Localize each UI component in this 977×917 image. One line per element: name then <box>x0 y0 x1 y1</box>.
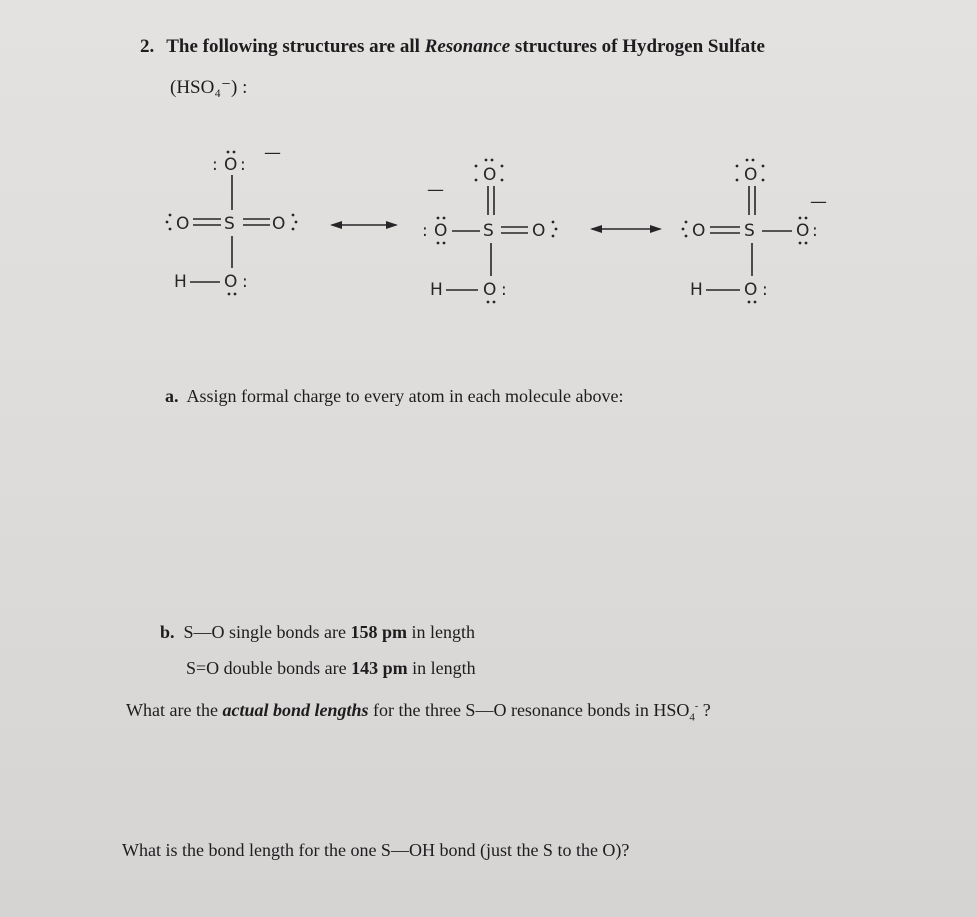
q-actual-middle: for the three S—O resonance bonds in HSO <box>368 700 690 720</box>
charge-minus: — <box>264 143 281 163</box>
atom-o-left: O <box>176 214 190 234</box>
single-bond-suffix: in length <box>407 622 476 642</box>
title-italic: Resonance <box>424 36 511 57</box>
atom-h: H <box>690 280 703 300</box>
atom-o-bottom: O <box>483 280 497 300</box>
atom-o-left: O <box>692 221 706 241</box>
atom-s: S <box>483 221 494 241</box>
q-actual-emphasis: actual bond lengths <box>222 700 369 720</box>
atom-o-bottom: O <box>744 280 758 300</box>
charge-minus: — <box>427 180 444 200</box>
double-bond-suffix: in length <box>407 658 476 678</box>
question-formula: (HSO₄⁻) : <box>170 77 248 98</box>
double-bond-length: 143 pm <box>351 658 408 678</box>
atom-h: H <box>430 280 443 300</box>
atom-o-top: O <box>744 165 758 185</box>
atom-o-top: O <box>224 155 238 175</box>
part-b-letter: b. <box>160 622 175 642</box>
atom-o-top: O <box>483 165 497 185</box>
part-a-letter: a. <box>165 386 179 406</box>
atom-h: H <box>174 272 187 292</box>
q-actual-subscript: 4 <box>689 711 695 724</box>
lone-pair: : <box>762 280 768 300</box>
atom-o-bottom: O <box>224 272 238 292</box>
atom-o-left: O <box>434 221 448 241</box>
atom-o-right: O <box>532 221 546 241</box>
structure-2 <box>422 159 557 304</box>
atom-o-right: O <box>272 214 286 234</box>
question-s-oh-bond: What is the bond length for the one S—OH bond (just the S to the O)? <box>122 840 630 860</box>
part-a <box>165 386 624 407</box>
part-b-line2 <box>186 658 476 679</box>
part-a-text: Assign formal charge to every atom in each molecule above: <box>186 386 624 406</box>
question-number: 2. <box>140 36 155 57</box>
structure-3 <box>682 159 827 304</box>
q-actual-superscript: - <box>694 701 699 712</box>
lone-pair: : <box>212 155 218 175</box>
single-bond-text: S—O single bonds are <box>183 622 351 642</box>
title-prefix: The following structures are all <box>166 36 425 57</box>
q-actual-suffix: ? <box>698 700 711 720</box>
atom-s: S <box>744 221 755 241</box>
lone-pair: : <box>240 155 246 175</box>
structure-1 <box>166 143 298 295</box>
double-bond-text: S=O double bonds are <box>186 658 352 678</box>
atom-s: S <box>224 214 235 234</box>
title-suffix: structures of Hydrogen Sulfate <box>510 36 765 57</box>
single-bond-length: 158 pm <box>350 622 408 642</box>
q-actual-prefix: What are the <box>126 700 223 720</box>
resonance-arrow-1 <box>330 221 398 229</box>
charge-minus: — <box>810 192 827 212</box>
lone-pair: : <box>812 221 818 241</box>
question-actual-bond-lengths <box>126 700 711 724</box>
part-b-line1 <box>160 622 475 643</box>
atom-o-right: O <box>796 221 810 241</box>
lone-pair: : <box>501 280 507 300</box>
resonance-arrow-2 <box>590 225 662 233</box>
lone-pair: : <box>242 272 248 292</box>
lone-pair: : <box>422 221 428 241</box>
